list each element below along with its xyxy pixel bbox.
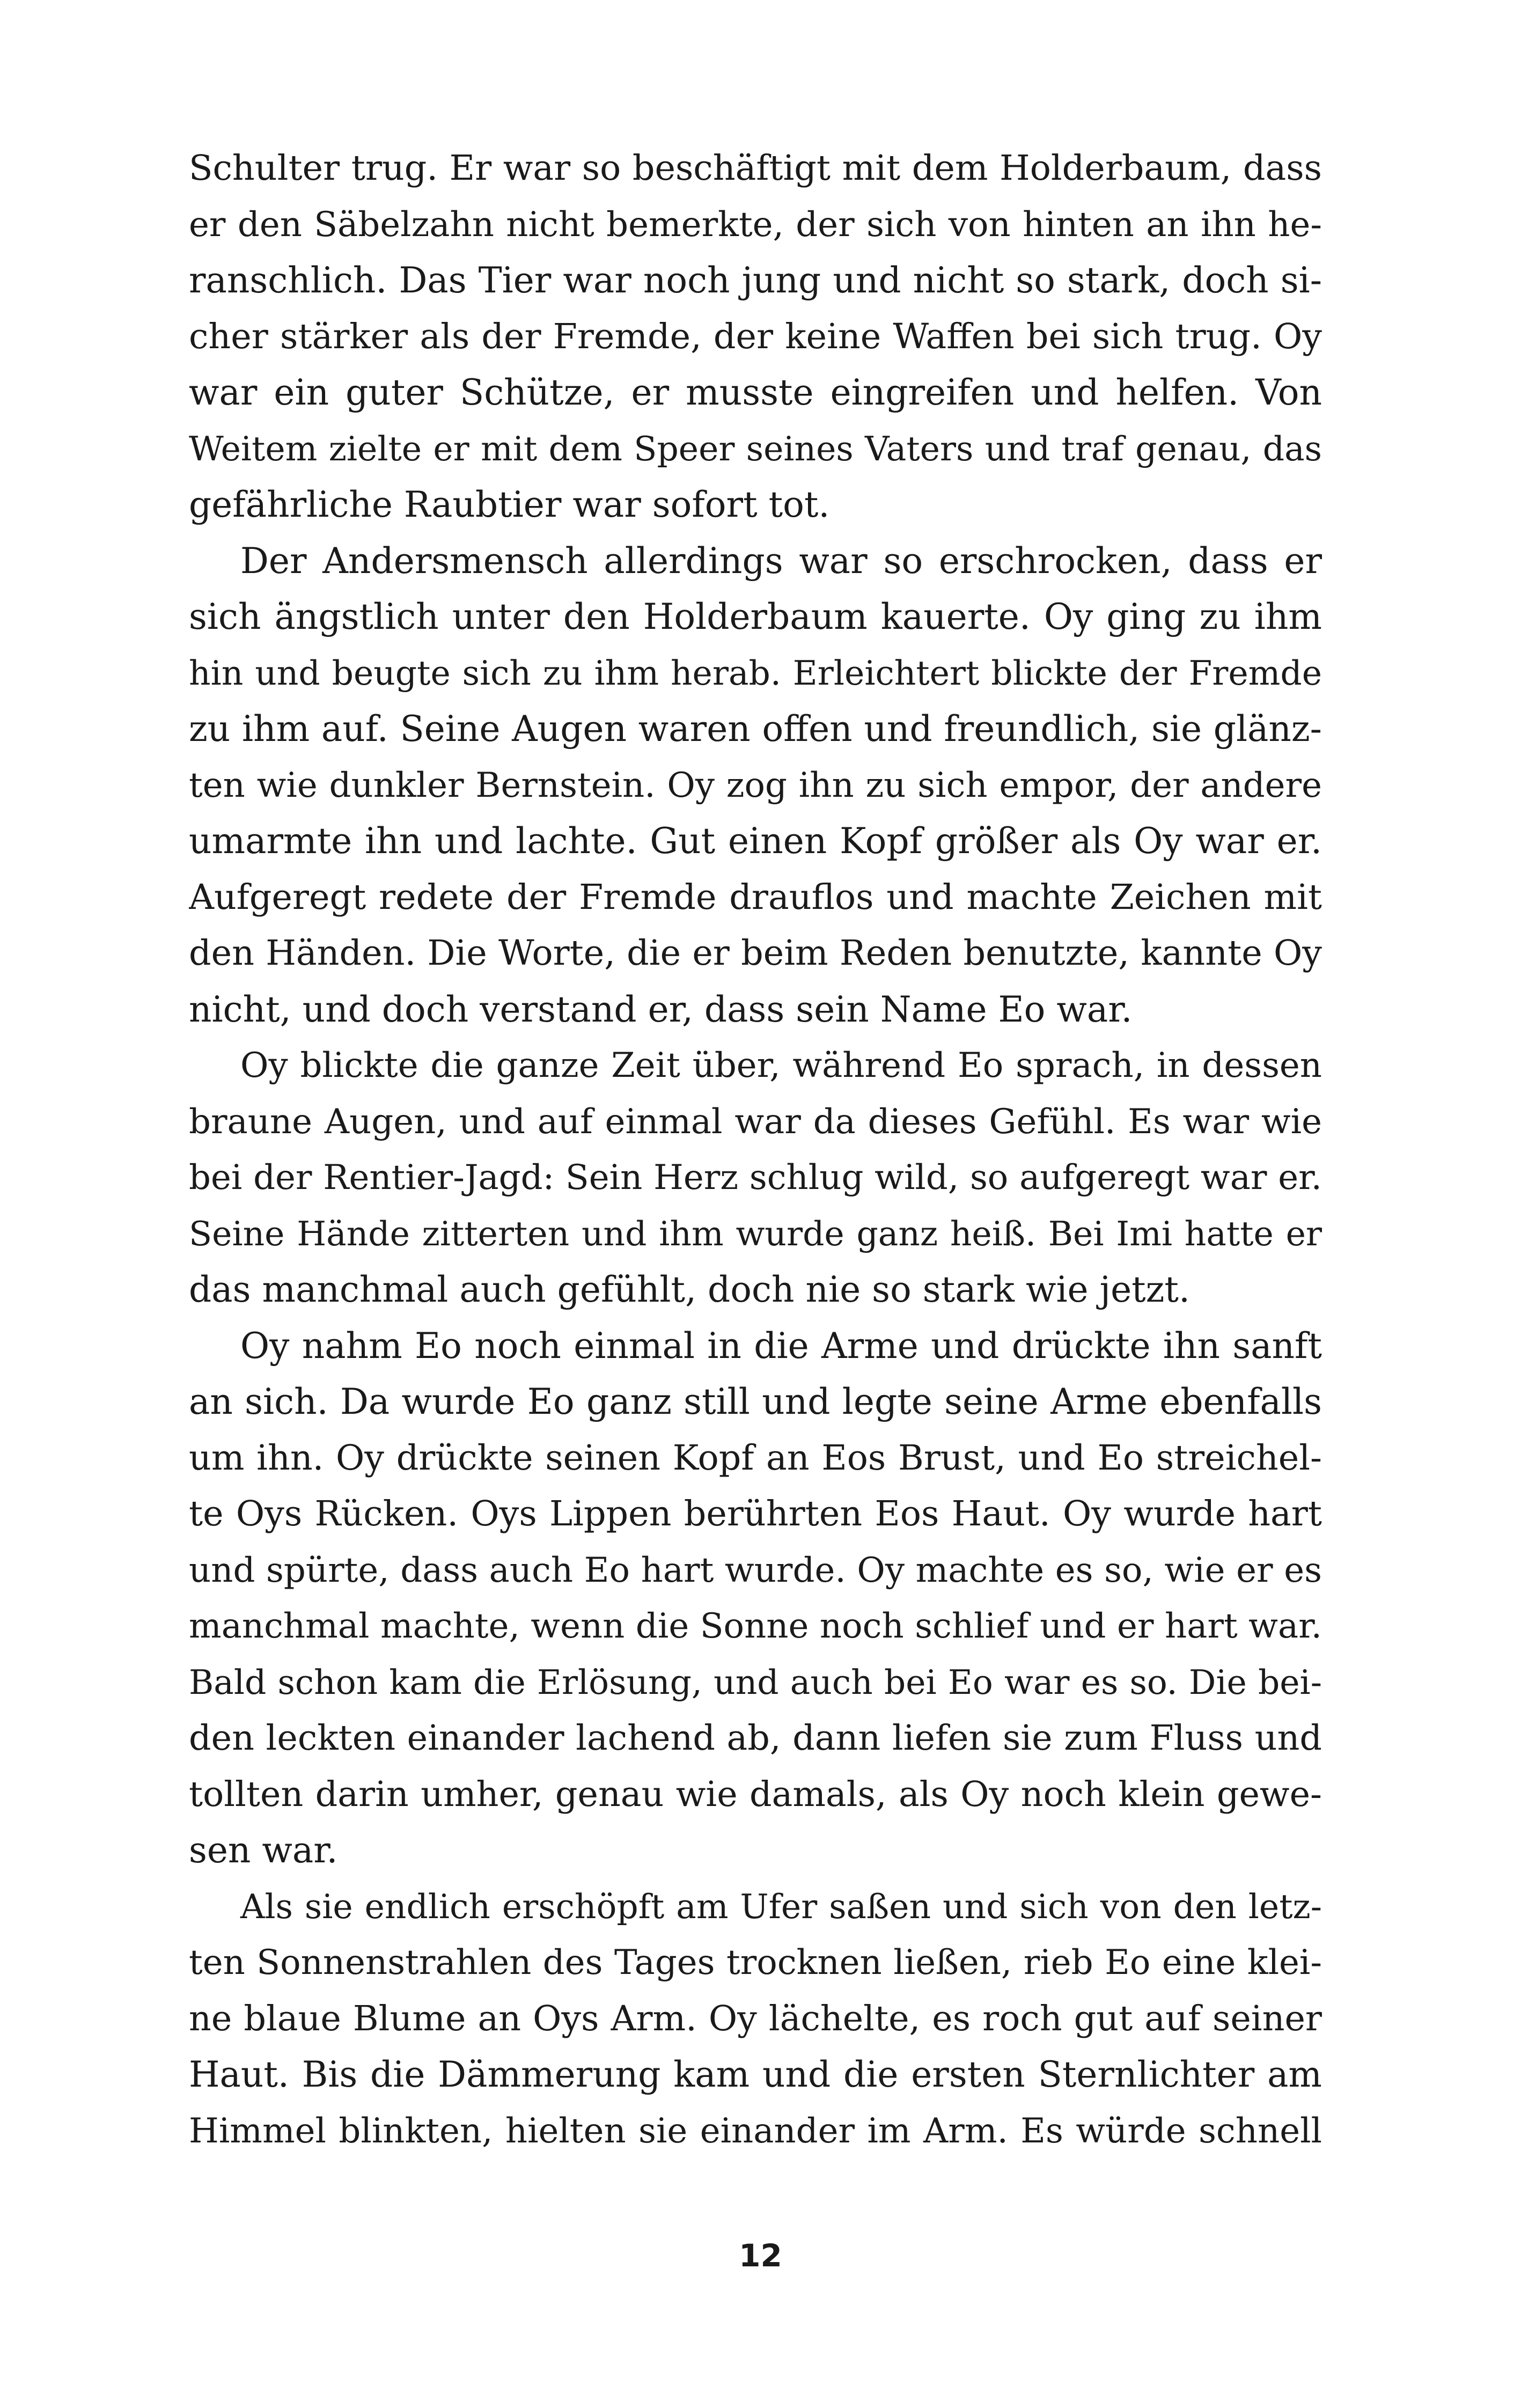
text-line: er den Säbelzahn nicht bemerkte, der sich von hinten an ihn he- — [189, 204, 1322, 245]
text-line: hin und beugte sich zu ihm herab. Erleichtert blickte der Fremde — [189, 653, 1322, 693]
text-line: das manchmal auch gefühlt, doch nie so stark wie jetzt. — [189, 1269, 1190, 1310]
text-line: te Oys Rücken. Oys Lippen berührten Eos Haut. Oy wurde hart — [189, 1494, 1322, 1534]
text-line: Himmel blinkten, hielten sie einander im Arm. Es würde schnell — [189, 2111, 1322, 2151]
text-line: zu ihm auf. Seine Augen waren offen und freundlich, sie glänz- — [189, 708, 1322, 750]
text-line: nicht, und doch verstand er, dass sein Name Eo war. — [189, 988, 1133, 1030]
text-line: Der Andersmensch allerdings war so erschrocken, dass er — [240, 540, 1322, 582]
text-line: war ein guter Schütze, er musste eingreifen und helfen. Von — [189, 372, 1322, 413]
text-line: sich ängstlich unter den Holderbaum kauerte. Oy ging zu ihm — [189, 596, 1322, 637]
text-line: ranschlich. Das Tier war noch jung und nicht so stark, doch si- — [189, 260, 1322, 301]
text-line: braune Augen, und auf einmal war da dieses Gefühl. Es war wie — [189, 1102, 1322, 1142]
text-line: Seine Hände zitterten und ihm wurde ganz heiß. Bei Imi hatte er — [189, 1214, 1322, 1253]
text-line: gefährliche Raubtier war sofort tot. — [189, 484, 830, 525]
page-number: 12 — [739, 2237, 782, 2274]
text-line: ne blaue Blume an Oys Arm. Oy lächelte, es roch gut auf seiner — [189, 1998, 1322, 2039]
text-line: Weitem zielte er mit dem Speer seines Vaters und traf genau, das — [189, 429, 1322, 468]
text-line: sen war. — [189, 1830, 338, 1871]
text-line: umarmte ihn und lachte. Gut einen Kopf größer als Oy war er. — [189, 820, 1322, 862]
text-line: Haut. Bis die Dämmerung kam und die ersten Sternlichter am — [189, 2054, 1322, 2095]
text-line: Bald schon kam die Erlösung, und auch bei Eo war es so. Die bei- — [189, 1662, 1322, 1702]
text-line: Aufgeregt redete der Fremde drauflos und machte Zeichen mit — [189, 877, 1322, 917]
text-line: Schulter trug. Er war so beschäftigt mit dem Holderbaum, dass — [189, 148, 1322, 188]
text-line: Als sie endlich erschöpft am Ufer saßen und sich von den letz- — [240, 1886, 1322, 1926]
text-line: den Händen. Die Worte, die er beim Reden benutzte, kannte Oy — [189, 933, 1322, 973]
text-line: um ihn. Oy drückte seinen Kopf an Eos Brust, und Eo streichel- — [189, 1437, 1322, 1478]
text-line: ten Sonnenstrahlen des Tages trocknen ließen, rieb Eo eine klei- — [189, 1943, 1322, 1983]
text-line: cher stärker als der Fremde, der keine Waffen bei sich trug. Oy — [189, 316, 1322, 357]
text-line: Oy nahm Eo noch einmal in die Arme und drückte ihn sanft — [240, 1325, 1322, 1367]
text-line: den leckten einander lachend ab, dann liefen sie zum Fluss und — [189, 1718, 1322, 1758]
text-line: manchmal machte, wenn die Sonne noch schlief und er hart war. — [189, 1606, 1322, 1646]
text-line: und spürte, dass auch Eo hart wurde. Oy machte es so, wie er es — [189, 1550, 1322, 1590]
text-line: bei der Rentier-Jagd: Sein Herz schlug wild, so aufgeregt war er. — [189, 1158, 1322, 1198]
text-line: ten wie dunkler Bernstein. Oy zog ihn zu sich empor, der andere — [189, 765, 1322, 805]
text-line: tollten darin umher, genau wie damals, als Oy noch klein gewe- — [189, 1774, 1322, 1815]
body-text — [189, 141, 1322, 2159]
text-line: an sich. Da wurde Eo ganz still und legte seine Arme ebenfalls — [189, 1381, 1322, 1422]
text-line: Oy blickte die ganze Zeit über, während Eo sprach, in dessen — [240, 1046, 1322, 1085]
